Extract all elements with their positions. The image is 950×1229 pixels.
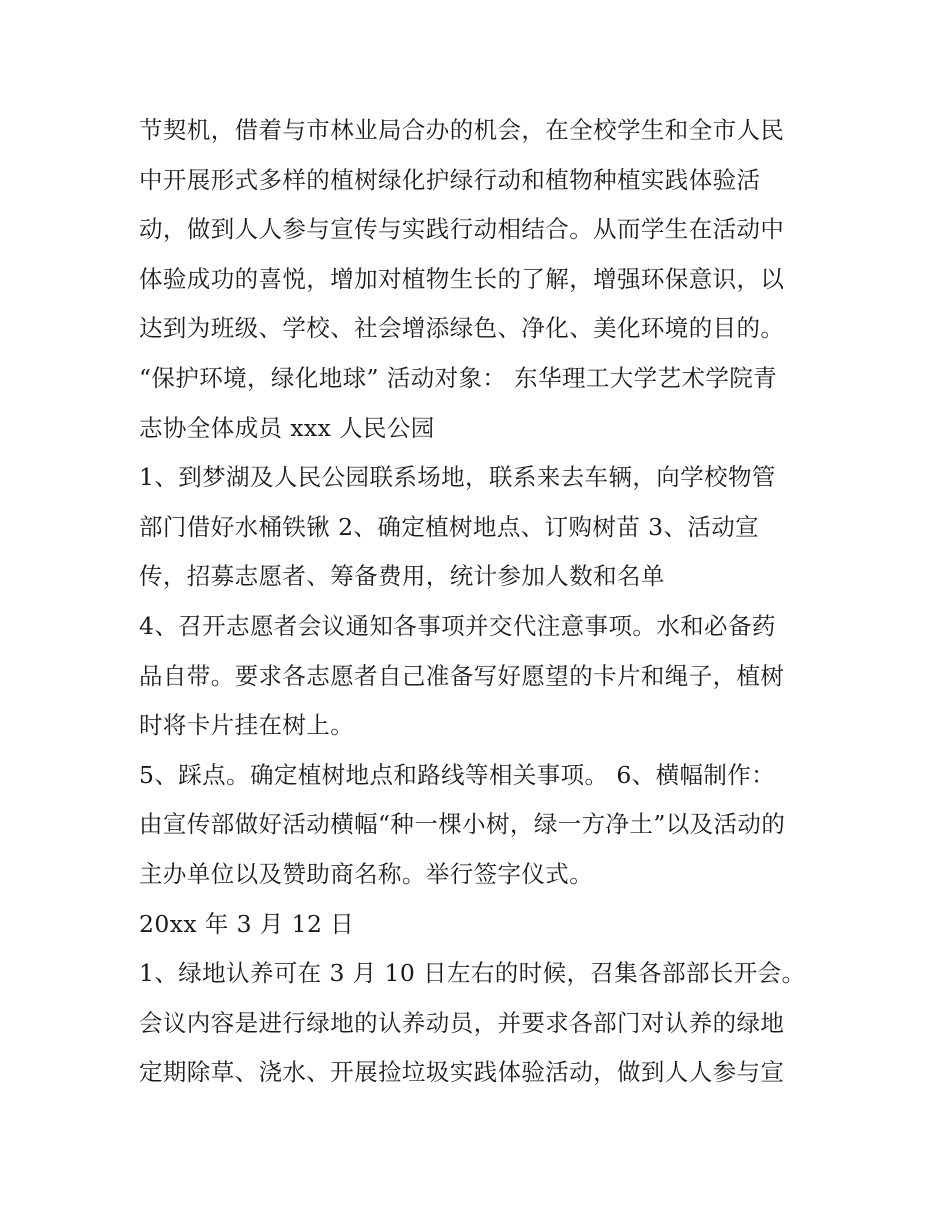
text-line: 主办单位以及赞助商名称。举行签字仪式。 <box>139 859 594 888</box>
date-line: 20xx 年 3 月 12 日 <box>139 909 355 938</box>
text-line: 1、绿地认养可在 3 月 10 日左右的时候，召集各部部长开会。 <box>139 959 806 988</box>
text-line: 志协全体成员 xxx 人民公园 <box>139 413 435 442</box>
text-line: 时将卡片挂在树上。 <box>139 711 355 740</box>
text-line: 部门借好水桶铁锹 2、确定植树地点、订购树苗 3、活动宣 <box>139 512 760 541</box>
text-line: 由宣传部做好活动横幅“种一棵小树，绿一方净土”以及活动的 <box>139 810 786 839</box>
text-line: 达到为班级、学校、社会增添绿色、净化、美化环境的目的。 <box>139 314 785 343</box>
text-line: “保护环境，绿化地球” 活动对象： 东华理工大学艺术学院青 <box>139 363 778 392</box>
text-line: 中开展形式多样的植树绿化护绿行动和植物种植实践体验活 <box>139 165 761 194</box>
text-line: 传，招募志愿者、筹备费用，统计参加人数和名单 <box>139 562 665 591</box>
text-line: 1、到梦湖及人民公园联系场地，联系来去车辆，向学校物管 <box>139 463 776 492</box>
text-line: 定期除草、浇水、开展捡垃圾实践体验活动，做到人人参与宣 <box>139 1058 785 1087</box>
text-line: 5、踩点。确定植树地点和路线等相关事项。 6、横幅制作： <box>139 760 776 789</box>
text-line: 体验成功的喜悦，增加对植物生长的了解，增强环保意识，以 <box>139 264 785 293</box>
text-line: 会议内容是进行绿地的认养动员，并要求各部门对认养的绿地 <box>139 1008 785 1037</box>
text-line: 品自带。要求各志愿者自己准备写好愿望的卡片和绳子，植树 <box>139 661 785 690</box>
document-body <box>139 106 819 1098</box>
text-line: 4、召开志愿者会议通知各事项并交代注意事项。水和必备药 <box>139 611 776 640</box>
text-line: 节契机，借着与市林业局合办的机会，在全校学生和全市人民 <box>139 116 785 144</box>
text-line: 动，做到人人参与宣传与实践行动相结合。从而学生在活动中 <box>139 215 785 244</box>
